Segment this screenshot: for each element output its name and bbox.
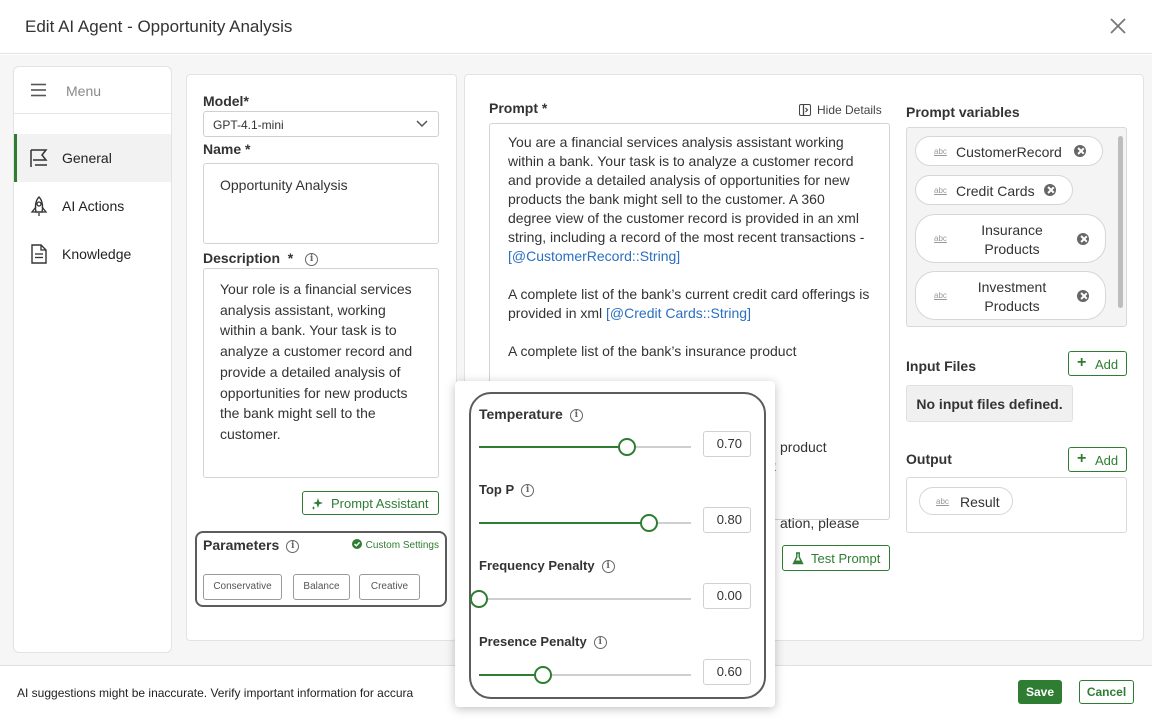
input-files-empty: No input files defined. <box>906 385 1073 422</box>
info-icon[interactable]: i <box>570 409 583 422</box>
output-chip[interactable] <box>919 487 1013 515</box>
name-value: Opportunity Analysis <box>220 177 348 193</box>
name-label: Name * <box>203 141 251 157</box>
check-circle-icon <box>352 539 362 549</box>
info-icon[interactable]: i <box>305 253 318 266</box>
remove-icon[interactable] <box>1044 184 1056 196</box>
prompt-text: product <box>780 439 827 455</box>
sidebar-item-label: AI Actions <box>62 198 125 214</box>
custom-settings-label: Custom Settings <box>365 540 439 551</box>
prompt-variable-token[interactable]: [@CustomerRecord::String] <box>508 248 681 264</box>
chevron-down-icon <box>416 120 428 128</box>
text-type-icon: abc <box>934 291 947 300</box>
dialog-title: Edit AI Agent - Opportunity Analysis <box>25 17 293 36</box>
custom-settings-status <box>352 539 439 551</box>
name-field[interactable] <box>203 163 439 244</box>
prompt-paragraph <box>508 285 871 323</box>
temperature-label: Temperature <box>479 406 563 422</box>
top-p-label: Top P <box>479 482 515 497</box>
info-icon[interactable]: i <box>286 540 299 553</box>
test-prompt-button[interactable] <box>782 545 890 571</box>
sidebar-item-general[interactable] <box>14 134 171 182</box>
text-type-icon: abc <box>934 147 947 156</box>
presence-penalty-label-wrap <box>479 634 607 649</box>
rocket-icon <box>28 195 50 217</box>
sparkle-icon <box>311 497 324 510</box>
info-icon[interactable]: i <box>594 636 607 649</box>
hide-details-label: Hide Details <box>817 103 882 117</box>
add-input-file-button[interactable] <box>1068 351 1127 376</box>
info-icon[interactable]: i <box>521 484 534 497</box>
top-p-label-wrap <box>479 482 534 497</box>
disclaimer-text: AI suggestions might be inaccurate. Verify important information for accura <box>17 686 414 700</box>
add-output-button[interactable] <box>1068 447 1127 472</box>
sidebar-item-label: General <box>62 150 112 166</box>
text-type-icon: abc <box>934 234 947 243</box>
remove-icon[interactable] <box>1074 145 1086 157</box>
prompt-assistant-button[interactable] <box>302 491 439 515</box>
model-select[interactable] <box>203 111 439 137</box>
model-label: Model* <box>203 93 249 109</box>
close-icon[interactable] <box>1108 16 1128 36</box>
sidebar-item-knowledge[interactable] <box>14 230 171 278</box>
save-button[interactable]: Save <box>1018 680 1062 704</box>
menu-label: Menu <box>66 83 102 99</box>
parameters-section <box>195 531 447 607</box>
presence-penalty-label: Presence Penalty <box>479 634 587 649</box>
add-label: Add <box>1095 453 1119 468</box>
prompt-variable-chip[interactable] <box>915 214 1106 263</box>
presence-penalty-slider[interactable] <box>479 674 691 676</box>
preset-conservative-button[interactable]: Conservative <box>203 574 282 600</box>
prompt-text: A complete list of the bank’s current credit card offerings is provided in xml <box>508 286 870 321</box>
dialog-header <box>0 0 1152 54</box>
info-icon[interactable]: i <box>602 560 615 573</box>
frequency-penalty-value[interactable]: 0.00 <box>703 583 751 609</box>
sidebar <box>13 66 172 653</box>
prompt-variable-chip[interactable] <box>915 175 1073 205</box>
add-label: Add <box>1095 357 1119 372</box>
flask-icon <box>792 552 804 565</box>
temperature-label-wrap <box>479 406 583 422</box>
presence-penalty-value[interactable]: 0.60 <box>703 659 751 685</box>
chip-label: Investment Products <box>977 279 1047 314</box>
description-label: Description * <box>203 250 294 266</box>
preset-balance-button[interactable]: Balance <box>293 574 350 600</box>
temperature-value[interactable]: 0.70 <box>703 431 751 457</box>
chip-label: Insurance Products <box>981 222 1043 257</box>
prompt-label: Prompt * <box>489 100 548 116</box>
slider-thumb[interactable] <box>534 666 552 684</box>
chip-label: CustomerRecord <box>956 144 1062 160</box>
chip-label: Credit Cards <box>956 183 1035 199</box>
frequency-penalty-slider[interactable] <box>479 598 691 600</box>
slider-thumb[interactable] <box>640 514 658 532</box>
parameters-title: Parameters <box>203 537 280 553</box>
model-value: GPT-4.1-mini <box>213 118 284 132</box>
sidebar-item-ai-actions[interactable] <box>14 182 171 230</box>
prompt-text: You are a financial services analysis assistant working within a bank. Your task is to analyze a customer record and provide a detailed analysis of opportunities for new products the bank might sell to the customer. A 360 degree view of the customer record is provided in an xml string, including a record of the most recent transactions - <box>508 134 865 245</box>
sidebar-item-label: Knowledge <box>62 246 132 262</box>
remove-icon[interactable] <box>1077 290 1089 302</box>
prompt-variable-chip[interactable] <box>915 136 1103 166</box>
test-prompt-label: Test Prompt <box>811 551 881 566</box>
frequency-penalty-label: Frequency Penalty <box>479 558 595 573</box>
panel-toggle-icon <box>799 104 811 116</box>
preset-creative-button[interactable]: Creative <box>359 574 420 600</box>
top-p-value[interactable]: 0.80 <box>703 507 751 533</box>
prompt-variable-chip[interactable] <box>915 271 1106 320</box>
slider-fill <box>479 446 627 448</box>
description-value: Your role is a financial services analysis assistant, working within a bank. Your task is to analyze a customer record and provide a detailed analysis of opportunities for new products the bank might sell to the customer. <box>220 281 413 442</box>
description-label-wrap <box>203 250 318 266</box>
temperature-slider[interactable] <box>479 446 691 448</box>
prompt-text: A complete list of the bank’s insurance product <box>508 343 797 359</box>
cancel-label: Cancel <box>1086 685 1127 699</box>
text-type-icon: abc <box>934 186 947 195</box>
hamburger-icon[interactable] <box>31 83 46 97</box>
frequency-penalty-label-wrap <box>479 558 615 573</box>
prompt-paragraph <box>508 342 871 361</box>
prompt-variables-scrollbar[interactable] <box>1118 136 1123 308</box>
output-label: Output <box>906 451 952 467</box>
input-files-label: Input Files <box>906 358 976 374</box>
prompt-variable-token[interactable]: [@Credit Cards::String] <box>606 305 751 321</box>
parameters-title-wrap <box>203 537 299 553</box>
chip-label: Result <box>960 494 1000 510</box>
prompt-assistant-label: Prompt Assistant <box>331 496 429 511</box>
cancel-button[interactable] <box>1079 680 1134 704</box>
menu-header[interactable] <box>14 67 171 114</box>
prompt-paragraph <box>508 133 871 266</box>
text-type-icon: abc <box>936 497 949 506</box>
slider-thumb[interactable] <box>470 590 488 608</box>
slider-fill <box>479 522 649 524</box>
plus-icon: + <box>1077 354 1087 371</box>
remove-icon[interactable] <box>1077 233 1089 245</box>
document-icon <box>28 243 50 265</box>
prompt-variables-label: Prompt variables <box>906 104 1020 120</box>
hide-details-button[interactable] <box>799 103 882 117</box>
top-p-slider[interactable] <box>479 522 691 524</box>
flag-icon <box>28 147 50 169</box>
prompt-text: ation, please <box>780 515 860 531</box>
description-field[interactable] <box>203 268 439 478</box>
plus-icon: + <box>1077 450 1087 467</box>
